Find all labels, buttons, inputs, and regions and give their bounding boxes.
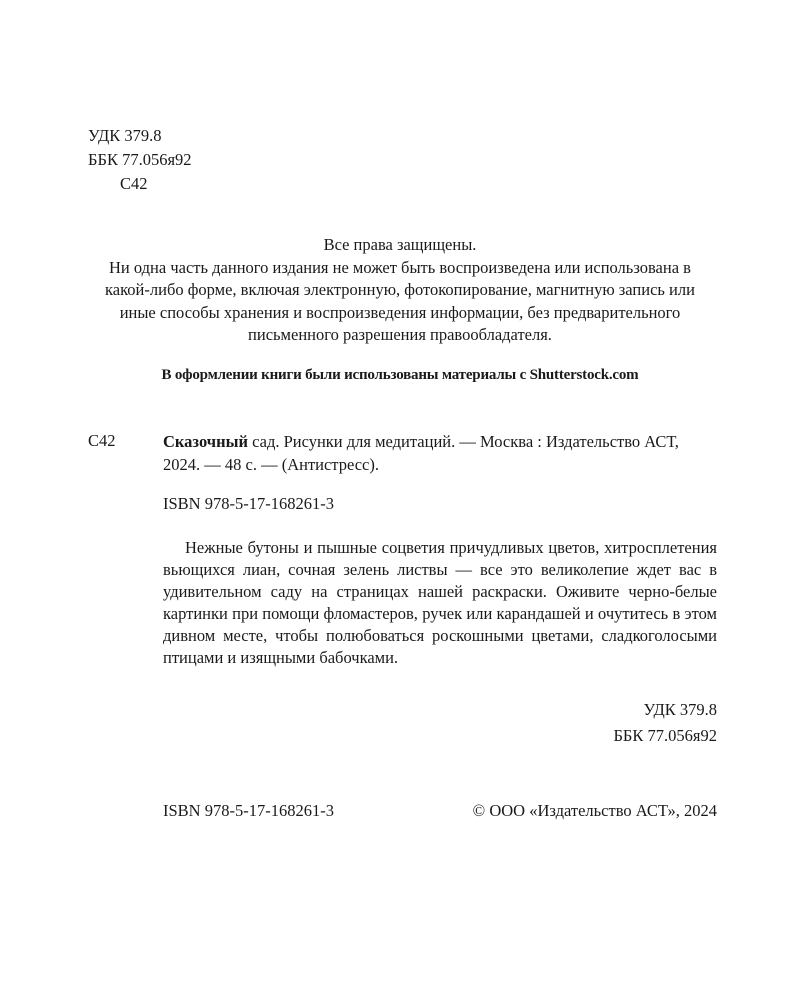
entry-description: сад. Рисунки для медитаций. — Москва : Издательство АСТ, 2024. — 48 с. — (Антистресс).	[163, 432, 679, 474]
entry-title: Сказочный	[163, 432, 248, 451]
author-sign: С42	[120, 174, 148, 193]
entry-author-sign: С42	[88, 431, 116, 450]
footer-bbk-code: ББК 77.056я92	[613, 726, 717, 745]
footer-isbn: ISBN 978-5-17-168261-3	[163, 801, 334, 820]
rights-text: Ни одна часть данного издания не может быть воспроизведена или использована в какой-либо форме, включая электронную, фотокопирование, магнитную запись или иные способы хранения и воспроизведения информации, без предварительного письменного разрешения правообладателя.	[105, 257, 695, 344]
annotation-text: Нежные бутоны и пышные соцветия причудливых цветов, хитросплетения вьющихся лиан, сочная зелень листвы — все это великолепие ждет вас в удивительном саду на страницах нашей раскраски. Оживите черно-белые картинки при помощи фломастеров, ручек или карандашей и очутитесь в этом дивном месте, чтобы полюбоваться роскошными цветами, сладкоголосыми птицами и изящными бабочками.	[163, 538, 717, 667]
isbn: ISBN 978-5-17-168261-3	[163, 494, 334, 513]
classification-header	[88, 124, 192, 196]
materials-note: В оформлении книги были использованы материалы с Shutterstock.com	[161, 367, 639, 383]
rights-title: Все права защищены.	[323, 235, 477, 254]
rights-notice	[88, 234, 712, 347]
bibliographic-entry	[163, 430, 717, 476]
copyright-line: © ООО «Издательство АСТ», 2024	[472, 801, 717, 820]
footer-classification	[613, 697, 717, 749]
footer-udk-code: УДК 379.8	[643, 700, 717, 719]
udk-code: УДК 379.8	[88, 126, 162, 145]
bbk-code: ББК 77.056я92	[88, 150, 192, 169]
